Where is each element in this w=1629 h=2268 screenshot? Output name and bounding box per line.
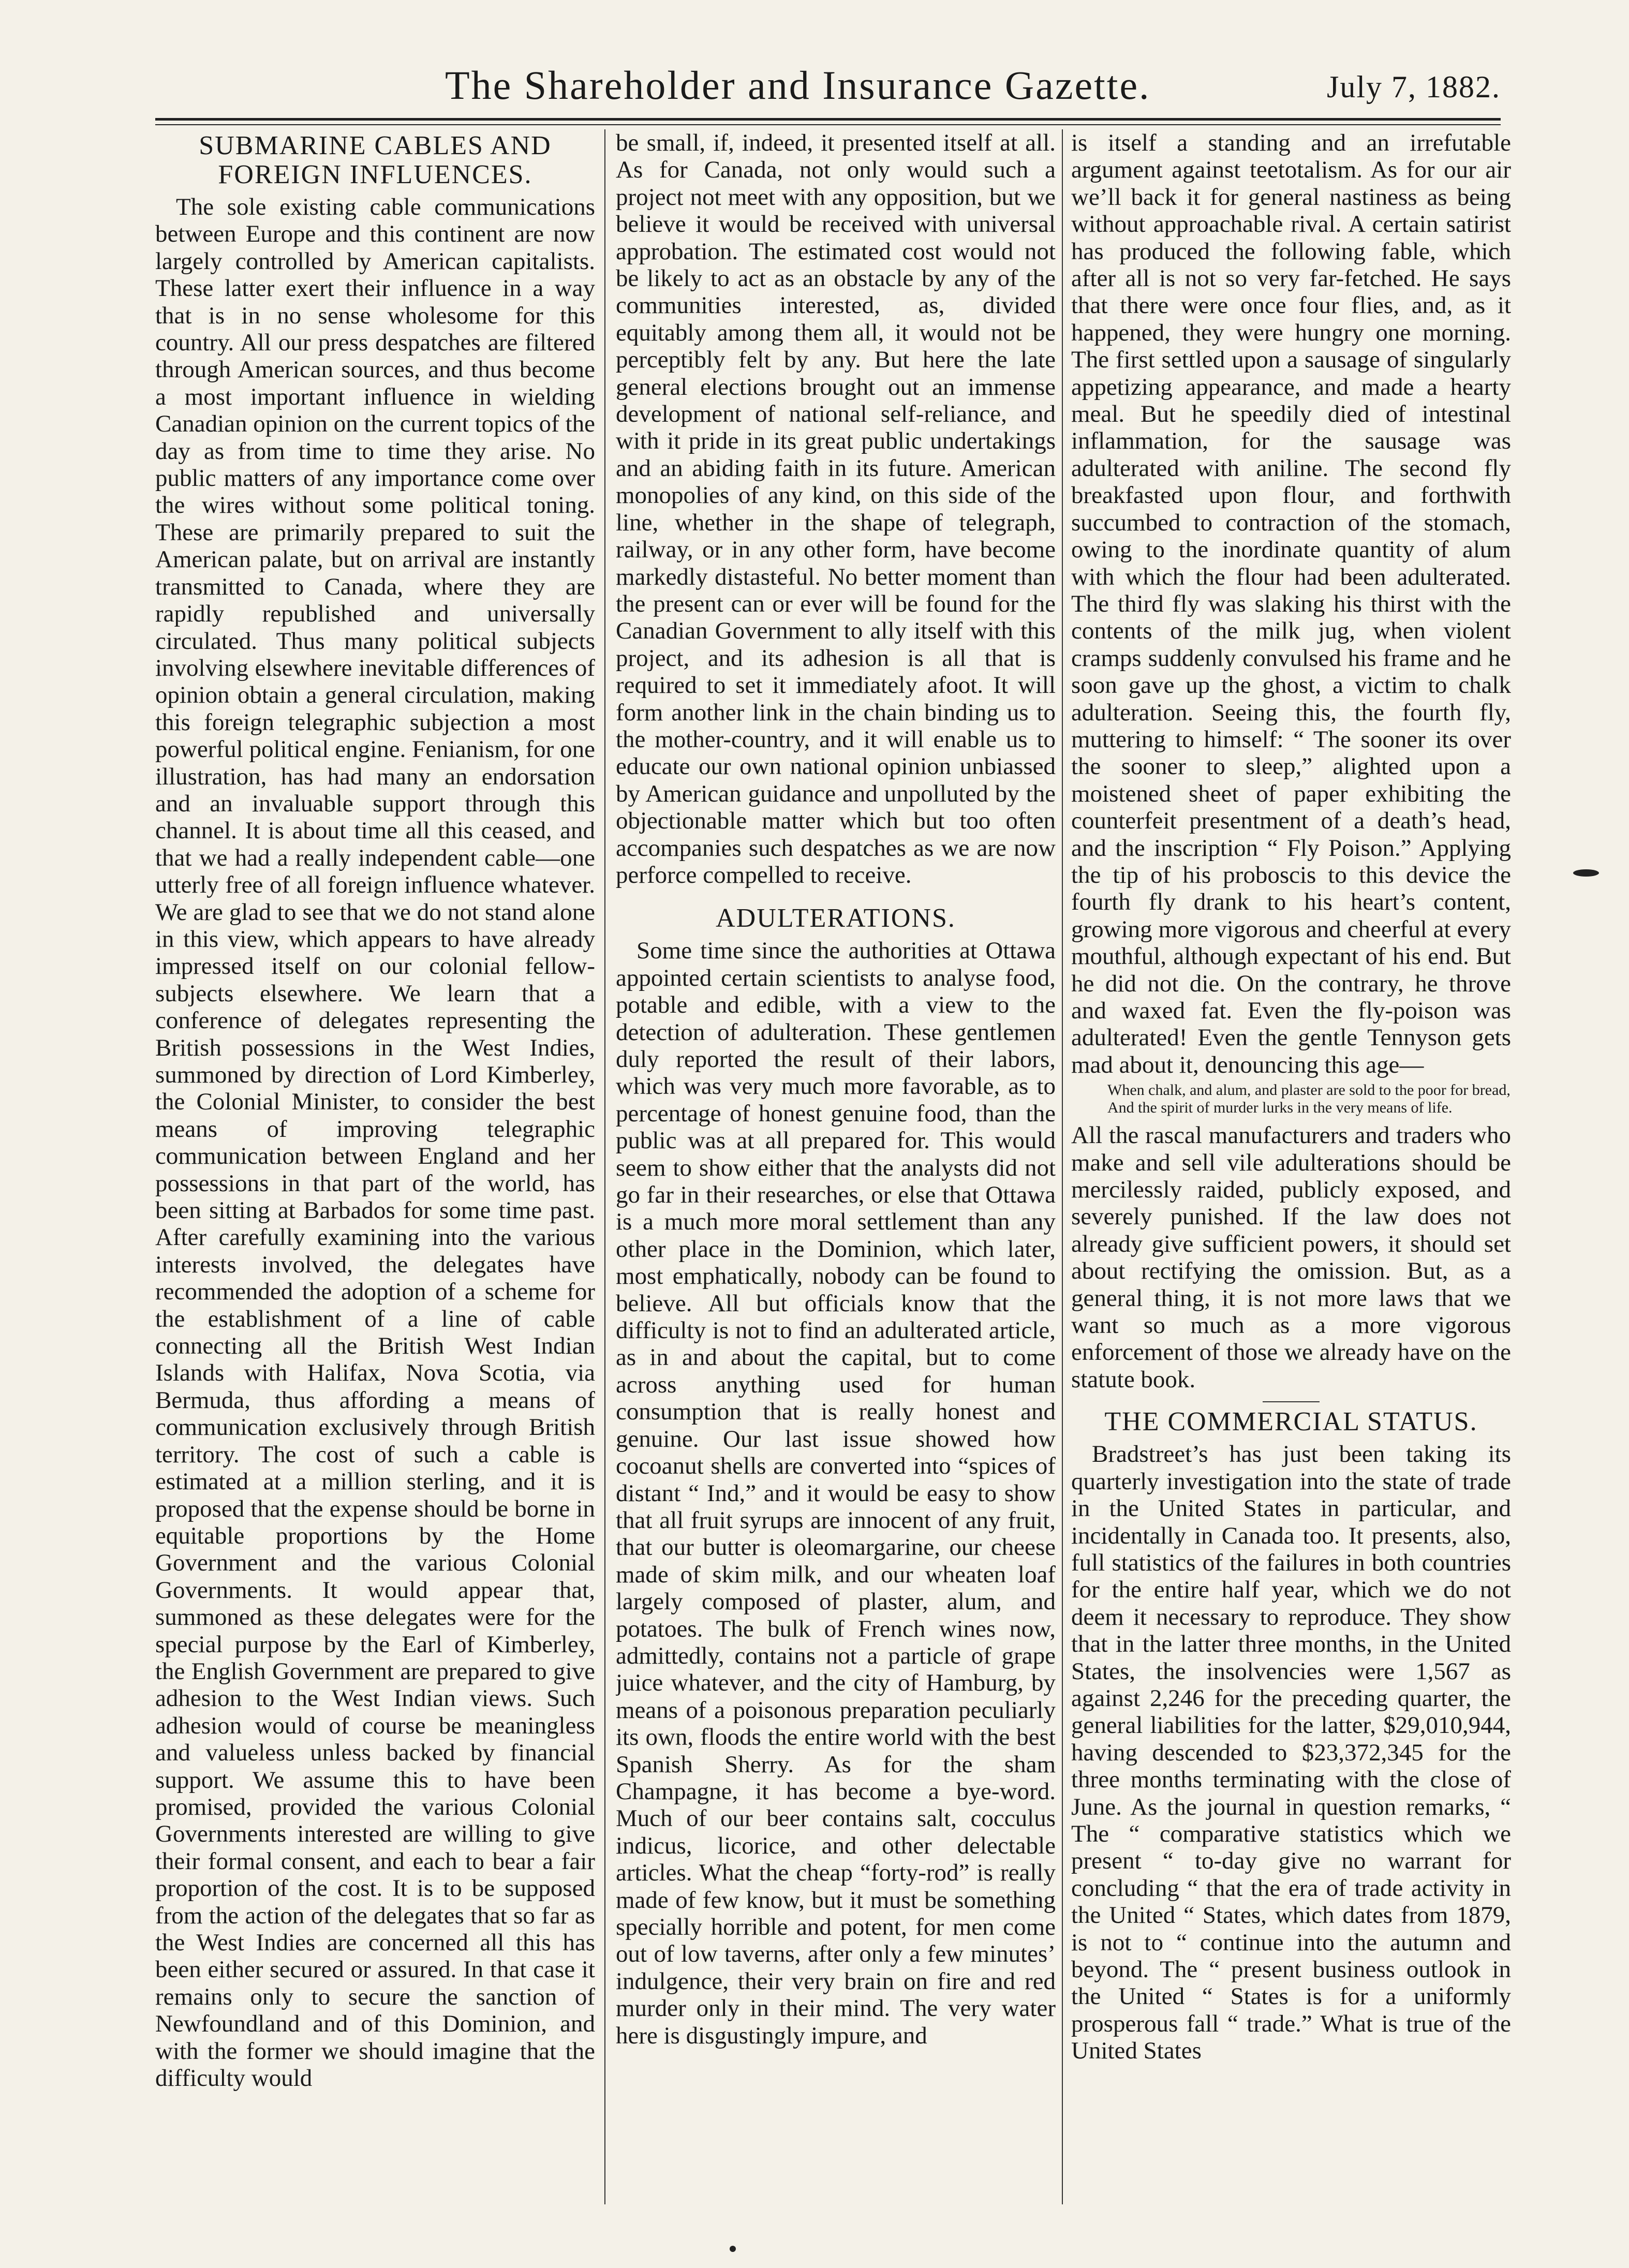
article-paragraph: The sole existing cable communications between Europe and this continent are now largely controlled by American capitalists. These latter exert their influence in a way that is in no sense wholesome for this country. All our press despatches are filtered through American sources, and thus become a most important influence in wielding Canadian opinion on the current topics of the day as from time to time they arise. No public matters of any importance come over the wires without some political toning. These are primarily prepared to suit the American palate, but on arrival are instantly transmitted to Canada, where they are rapidly republished and universally circulated. Thus many political subjects involving elsewhere inevitable differences of opinion obtain a general circulation, making this foreign telegraphic subjection a most powerful political engine. Fenianism, for one illustration, has had many an endorsation and an invaluable support through this channel. It is about time all this ceased, and that we had a really independent cable—one utterly free of all foreign influence whatever. We are glad to see that we do not stand alone in this view, which appears to have already impressed itself on our colonial fellow-subjects elsewhere. We learn that a conference of delegates representing the British possessions in the West Indies, summoned by direction of Lord Kimberley, the Colonial Minister, to consider the best means of improving telegraphic communication between England and her possessions in that part of the world, has been sitting at Barbados for some time past. After carefully examining into the various interests involved, the delegates have recommended the adoption of a scheme for the establishment of a line of cable connecting all the British West Indian Islands with Halifax, Nova Scotia, via Bermuda, thus affording a means of communication exclusively through British territory. The cost of such a cable is estimated at a million sterling, and it is proposed that the expense should be borne in equitable proportions by the Home Government and the various Colonial Governments. It would appear that, summoned as these delegates were for the special purpose by the Earl of Kimberley, the English Government are prepared to give adhesion to the West Indian views. Such adhesion would of course be meaningless and valueless unless backed by financial support. We assume this to have been promised, provided the various Colonial Governments interested are willing to give their formal consent, and each to bear a fair proportion of the cost. It is to be supposed from the action of the delegates that so far as the West Indies are concerned all this has been either secured or assured. In that case it remains only to secure the sanction of Newfoundland and of this Dominion, and with the former we should imagine that the difficulty would <box>155 194 595 2092</box>
section-divider <box>1263 1401 1320 1402</box>
column-divider-1 <box>604 129 605 2204</box>
poem-line: And the spirit of murder lurks in the very means of life. <box>1107 1099 1453 1117</box>
column-2 <box>616 129 1056 2210</box>
article-paragraph-continued: be small, if, indeed, it presented itself at all. As for Canada, not only would such a project not meet with any opposition, but we believe it would be received with universal approbation. The estimated cost would not be likely to act as an obstacle by any of the communities interested, as, divided equitably among them all, it would not be perceptibly felt by any. But here the late general elections brought out an immense development of national self-reliance, and with it pride in its great public undertakings and an abiding faith in its future. American monopolies of any kind, on this side of the line, whether in the shape of telegraph, railway, or in any other form, have become markedly distasteful. No better moment than the present can or ever will be found for the Canadian Government to ally itself with this project, and its adhesion is all that is required to set it immediately afoot. It will form another link in the chain binding us to the mother-country, and it will enable us to educate our own national opinion unbiassed by American guidance and unpolluted by the objectionable matter which but too often accompanies such despatches as we are now perforce compelled to receive. <box>616 129 1056 888</box>
article-headline-commercial-status: THE COMMERCIAL STATUS. <box>1104 1407 1478 1437</box>
masthead-rule <box>155 118 1501 121</box>
column-divider-2 <box>1062 129 1063 2204</box>
article-paragraph: All the rascal manufacturers and traders who make and sell vile adulterations should be mercilessly raided, publicly exposed, and severely punished. If the law does not already give sufficient powers, it should set about rectifying the omission. But, as a general thing, it is not more laws that we want so much as a more vigorous enforcement of those we already have on the statute book. <box>1071 1122 1511 1393</box>
article-headline-submarine-cables: SUBMARINE CABLES AND FOREIGN INFLUENCES. <box>199 131 552 189</box>
article-headline-adulterations: ADULTERATIONS. <box>716 903 956 933</box>
poem-quotation <box>1071 1081 1511 1117</box>
column-1 <box>155 129 595 2210</box>
poem-line: When chalk, and alum, and plaster are sold to the poor for bread, <box>1107 1081 1510 1099</box>
article-paragraph: Some time since the authorities at Ottawa appointed certain scientists to analyse food, potable and edible, with a view to the detection of adulteration. These gentlemen duly reported the result of their labors, which was very much more favorable, as to percentage of honest genuine food, than the public was at all prepared for. This would seem to show either that the analysts did not go far in their researches, or else that Ottawa is a much more moral settlement than any other place in the Dominion, which later, most emphatically, nobody can be found to believe. All but officials know that the difficulty is not to find an adulterated article, as in and about the capital, but to come across anything used for human consumption that is really honest and genuine. Our last issue showed how cocoanut shells are converted into “spices of distant “ Ind,” and it would be easy to show that all fruit syrups are innocent of any fruit, that our butter is oleomargarine, our cheese made of skim milk, and our wheaten loaf largely composed of plaster, alum, and potatoes. The bulk of French wines now, admittedly, contains not a particle of grape juice whatever, and the city of Hamburg, by means of a poisonous preparation peculiarly its own, floods the entire world with the best Spanish Sherry. As for the sham Champagne, it has become a bye-word. Much of our beer contains salt, cocculus indicus, licorice, and other delectable articles. What the cheap “forty-rod” is really made of few know, but it must be something specially horrible and potent, for men come out of low taverns, after only a few minutes’ indulgence, their very brain on fire and red murder only in their mind. The very water here is disgustingly impure, and <box>616 937 1056 2049</box>
ink-speck <box>730 2246 736 2252</box>
masthead-rule-thin <box>155 124 1501 125</box>
ink-blot <box>1573 869 1599 877</box>
column-3 <box>1071 129 1511 2210</box>
article-paragraph: Bradstreet’s has just been taking its quarterly investigation into the state of trade in the United States in particular, and incidentally in Canada too. It presents, also, full statistics of the failures in both countries for the entire half year, which we do not deem it necessary to reproduce. They show that in the latter three months, in the United States, the insolvencies were 1,567 as against 2,246 for the preceding quarter, the general liabilities for the latter, $29,010,944, having descended to $23,372,345 for the three months terminating with the close of June. As the journal in question remarks, “ The “ comparative statistics which we present “ to-day give no warrant for concluding “ that the era of trade activity in the United “ States, which dates from 1879, is not to “ continue into the autumn and beyond. The “ present business outlook in the United “ States is for a uniformly prosperous fall “ trade.” What is true of the United States <box>1071 1441 1511 2065</box>
issue-date: July 7, 1882. <box>1326 70 1501 104</box>
masthead <box>155 62 1501 124</box>
article-paragraph-continued: is itself a standing and an irrefutable argument against teetotalism. As for our air we’ll back it for general nastiness as being without approachable rival. A certain satirist has produced the following fable, which after all is not so very far-fetched. He says that there were once four flies, and, as it happened, they were hungry one morning. The first settled upon a sausage of singularly appetizing appearance, and made a hearty meal. But he speedily died of intestinal inflammation, for the sausage was adulterated with aniline. The second fly breakfasted upon flour, and forthwith succumbed to contraction of the stomach, owing to the inordinate quantity of alum with which the flour had been adulterated. The third fly was slaking his thirst with the contents of the milk jug, when violent cramps suddenly convulsed his frame and he soon gave up the ghost, a victim to chalk adulteration. Seeing this, the fourth fly, muttering to himself: “ The sooner its over the sooner to sleep,” alighted upon a moistened sheet of paper exhibiting the counterfeit presentment of a death’s head, and the inscription “ Fly Poison.” Applying the tip of his proboscis to this device the fourth fly drank to his heart’s content, growing more vigorous and cheerful at every mouthful, although expectant of his end. But he did not die. On the contrary, he throve and waxed fat. Even the fly-poison was adulterated! Even the gentle Tennyson gets mad about it, denouncing this age— <box>1071 129 1511 1078</box>
newspaper-title: The Shareholder and Insurance Gazette. <box>445 63 1151 108</box>
